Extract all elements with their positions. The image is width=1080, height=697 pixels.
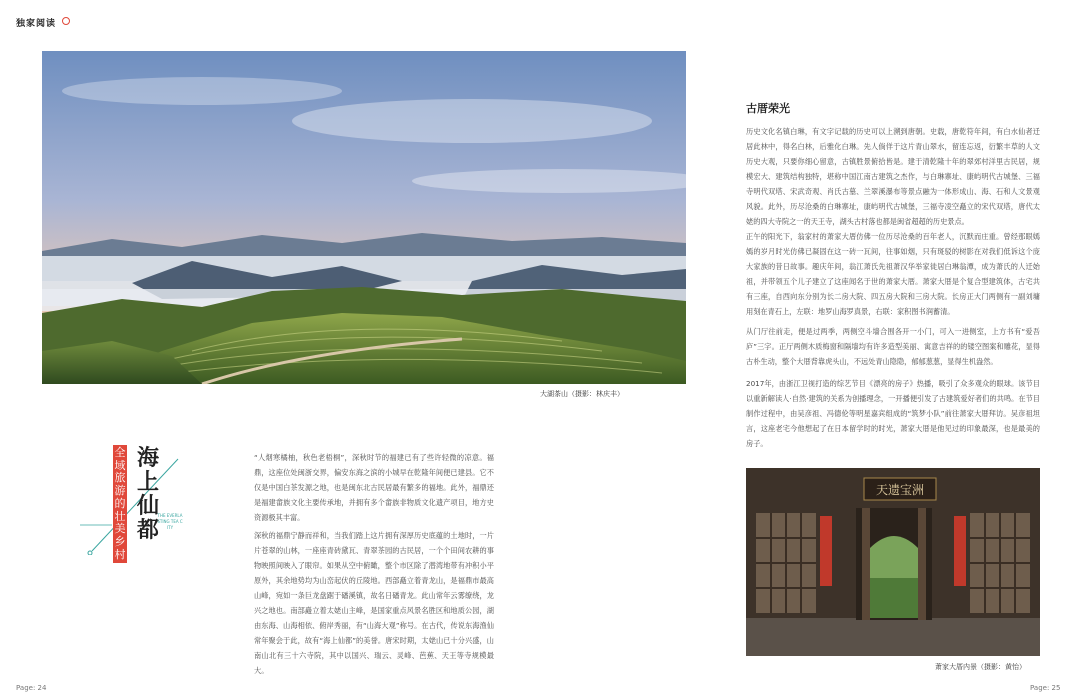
- page-number-left: Page: 24: [16, 684, 47, 692]
- right-heading: 古厝荣光: [746, 102, 790, 115]
- right-paragraph-3: 从门厅往前走，便是过两季，两侧空斗墙合围各开一小门，可入一进侧室，上方书有“爱吾庐”三字。正厅两侧木质梅窗和隔墙均有许多造型美丽、寓意吉祥的的镂空图案和雕花，显得古朴生动，整个大厝背靠虎头山，不远处青山隐隐，郁郁葱葱，显得生机盎然。: [746, 327, 1040, 366]
- right-paragraph-2: 正午的阳光下，翁家村的萧家大厝仿佛一位历尽沧桑的百年老人，沉默而庄重。曾经那眼嫣嫣的岁月时光仿佛已凝固在这一砖一瓦间，往事如烟，只有斑驳的树影在对我们低诉这个庞大家族的昔日故事。趣庆年间，翁江萧氏先祖萧汉华举家徙居白琳翁潭，成为萧氏的人迁始祖，并带领五个儿子建立了这座闻名于世的萧家大厝。萧家大厝是个复合型建筑体，古宅共有三座，自西向东分别为长二房大院、四五房大院和三房大院。长房正大门两侧有一副刘墉用刻在青石上，左联：地罗山海罗真景，右联：家积图书润蓄清。: [746, 232, 1040, 316]
- decorative-lines-icon: [80, 455, 180, 559]
- interior-photo: [746, 468, 1040, 656]
- right-paragraph-4: 2017年，由浙江卫视打造的综艺节目《漂亮的房子》热播，吸引了众多观众的眼球。该节目以重新解读人·自然·建筑的关系为创播理念，一开播便引发了古建筑爱好者们的共鸣。在节目制作过程中，由吴彦祖、冯德伦等明星嘉宾组成的“筑梦小队”前往萧家大厝拜访。吴彦祖坦言，这座老宅今他想起了在日本留学时的时光，萧家大厝是他见过的印象最深，也是最美的房子。: [746, 379, 1040, 448]
- right-paragraph-1: 历史文化名镇白琳，有文字记载的历史可以上溯到唐朝。史载，唐乾符年间，有白水仙者迁居此林中，得名白林，后雅化白琳。先人倘佯于这片青山翠水，留连忘返，衍繁丰草的人文历史大观，只要你细心留意，古镇胜景俯拾皆是。建于清乾隆十年的翠郊村洋里古民居，规模宏大、建筑结构独特，堪称中国江南古建筑之杰作，与白琳寨址、康屿明代古城堡、三福寺明代双塔、宋武奇观、肖氏古墓、兰翠溪瀑布等景点融为一体形成山、海、石和人文景观风貌。此外，历尽沧桑的白琳寨址，康屿明代古城堡，三福寺凌空矗立的宋代双塔，唐代太姥的四大寺院之一的天王寺，湖头古村落也都是闽省超超的历史景点。: [746, 127, 1040, 226]
- feature-subtitle: THE EVERLASTING TEA CITY: [157, 513, 183, 530]
- feature-title: 海上仙都: [136, 445, 159, 543]
- plaque-text: 天遗宝洲: [875, 483, 925, 497]
- section-dot-icon: [62, 17, 70, 25]
- hero-photo: [42, 51, 686, 384]
- interior-caption: 萧家大厝内景（摄影：黄怡）: [935, 663, 1026, 671]
- left-paragraph-1: “人烟寒橘柚，秋色老梧桐”，深秋时节的福建已有了些许轻微的凉意。福鼎，这座位处闽浙交界，偏安东海之滨的小城早在乾隆年间便已建县。它不仅是中国白茶发源之地，也是闽东北古民居最有繁多的福地。此外，福鼎还是福建畲族文化主要传承地，并拥有多个畲族非物质文化遗产项目，地方史资源极其丰富。: [254, 453, 494, 522]
- left-paragraph-2: 深秋的福鼎宁静而祥和，当我们踏上这片拥有深厚历史底蕴的土地时，一片片苍翠的山林，一座座青砖黛瓦、青翠茶园的古民居，一个个田间农耕的事物映照间映入了眼帘。如果从空中俯瞰，整个市区除了潜湾地带有冲积小平原外，其余地势均为山峦起伏的丘陵地。西部矗立着青龙山，是福鼎市最高山峰，宛如一条巨龙盘踞于磻溪镇，故名日磻青龙。此山常年云雾缭绕，龙兴之地也。南部矗立着太姥山主峰，是国家重点风景名胜区和地质公园，湖由东海、山海相依、俯岸秀丽，有“山海大观”称号。在古代，传说东海渔仙常年聚会于此，故有“海上仙都”的美誉。唐宋时期，太姥山已十分兴盛，山南山北有三十六寺院，其中以国兴、瑞云、灵峰、芭蕉、天王等寺规模最大。: [254, 531, 494, 675]
- feature-band-text: 全域旅游的壮美乡村: [114, 446, 126, 561]
- hero-caption: 大湖茶山（摄影：林庆丰）: [540, 390, 624, 398]
- section-label: 独家阅读: [16, 19, 57, 29]
- page-number-right: Page: 25: [1030, 684, 1061, 692]
